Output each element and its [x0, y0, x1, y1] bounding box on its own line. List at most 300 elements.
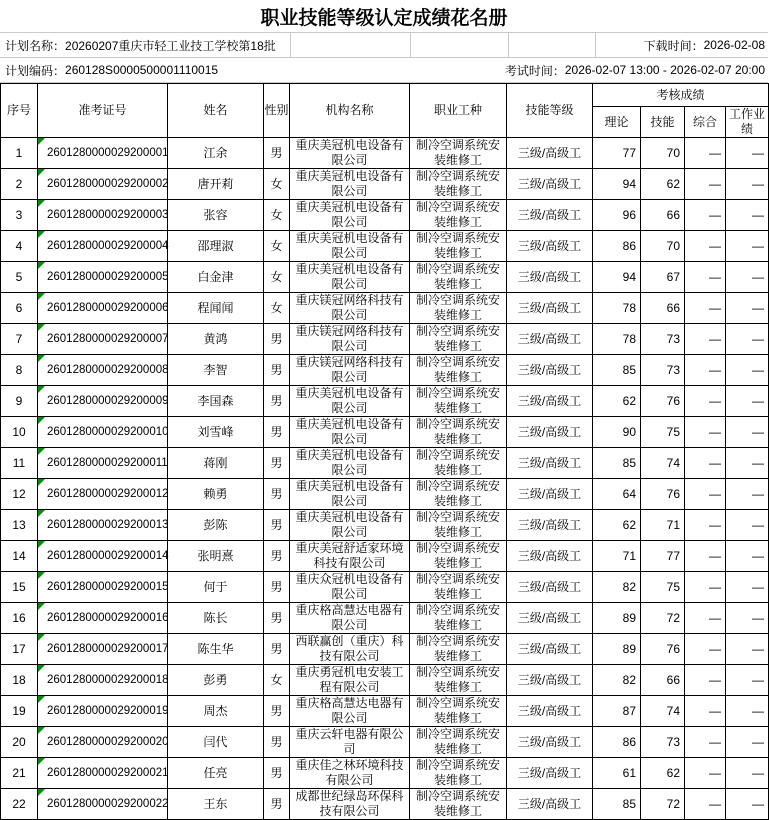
skill-score-cell[interactable]	[641, 572, 685, 603]
name-cell[interactable]	[168, 510, 264, 541]
ticket-cell-text: 2601280000029200022	[47, 797, 169, 810]
name-cell[interactable]	[168, 665, 264, 696]
gender-cell[interactable]	[264, 355, 290, 386]
name-cell[interactable]	[168, 727, 264, 758]
work-score-cell[interactable]	[726, 696, 769, 727]
index-cell[interactable]	[1, 200, 38, 231]
comprehensive-score-cell[interactable]	[685, 448, 726, 479]
theory-score-cell[interactable]	[593, 572, 641, 603]
skill-score-cell-text: 73	[666, 734, 680, 749]
work-score-cell[interactable]	[726, 634, 769, 665]
header-gender[interactable]: 性别	[264, 84, 290, 138]
index-cell[interactable]	[1, 324, 38, 355]
level-cell[interactable]	[507, 293, 593, 324]
theory-score-cell[interactable]	[593, 231, 641, 262]
theory-score-cell[interactable]	[593, 603, 641, 634]
work-score-cell[interactable]	[726, 603, 769, 634]
gender-cell[interactable]	[264, 324, 290, 355]
comprehensive-score-cell[interactable]	[685, 231, 726, 262]
ticket-cell[interactable]	[38, 200, 168, 231]
level-cell[interactable]	[507, 200, 593, 231]
index-cell[interactable]	[1, 603, 38, 634]
skill-score-cell[interactable]	[641, 727, 685, 758]
ticket-cell[interactable]	[38, 355, 168, 386]
level-cell[interactable]	[507, 634, 593, 665]
header-index[interactable]: 序号	[1, 84, 38, 138]
name-cell[interactable]	[168, 541, 264, 572]
skill-score-cell[interactable]	[641, 448, 685, 479]
work-score-cell[interactable]	[726, 727, 769, 758]
comprehensive-score-cell[interactable]	[685, 696, 726, 727]
theory-score-cell[interactable]	[593, 758, 641, 789]
ticket-cell[interactable]	[38, 603, 168, 634]
comprehensive-score-cell-text: —	[709, 424, 721, 439]
name-cell[interactable]	[168, 758, 264, 789]
ticket-cell[interactable]	[38, 169, 168, 200]
skill-score-cell[interactable]	[641, 417, 685, 448]
level-cell[interactable]	[507, 417, 593, 448]
index-cell[interactable]	[1, 634, 38, 665]
occupation-cell[interactable]	[410, 138, 507, 169]
gender-cell[interactable]	[264, 262, 290, 293]
work-score-cell[interactable]	[726, 324, 769, 355]
skill-score-cell[interactable]	[641, 324, 685, 355]
ticket-cell[interactable]	[38, 541, 168, 572]
gender-cell[interactable]	[264, 634, 290, 665]
name-cell-text: 程闻闻	[197, 300, 234, 315]
work-score-cell[interactable]	[726, 758, 769, 789]
theory-score-cell[interactable]	[593, 355, 641, 386]
org-cell[interactable]	[290, 603, 410, 634]
skill-score-cell[interactable]	[641, 696, 685, 727]
skill-score-cell[interactable]	[641, 665, 685, 696]
level-cell[interactable]	[507, 665, 593, 696]
occupation-cell[interactable]	[410, 696, 507, 727]
work-score-cell[interactable]	[726, 200, 769, 231]
theory-score-cell[interactable]	[593, 169, 641, 200]
work-score-cell[interactable]	[726, 293, 769, 324]
level-cell[interactable]	[507, 727, 593, 758]
org-cell[interactable]	[290, 324, 410, 355]
gender-cell[interactable]	[264, 169, 290, 200]
level-cell-text: 三级/高级工	[517, 796, 582, 811]
occupation-cell[interactable]	[410, 231, 507, 262]
index-cell[interactable]	[1, 448, 38, 479]
level-cell[interactable]	[507, 231, 593, 262]
occupation-cell-text: 制冷空调系统安装维修工	[415, 696, 500, 725]
skill-score-cell[interactable]	[641, 510, 685, 541]
index-cell[interactable]	[1, 789, 38, 820]
org-cell[interactable]	[290, 138, 410, 169]
header-org[interactable]: 机构名称	[290, 84, 410, 138]
theory-score-cell[interactable]	[593, 386, 641, 417]
work-score-cell[interactable]	[726, 169, 769, 200]
occupation-cell[interactable]	[410, 324, 507, 355]
comprehensive-score-cell[interactable]	[685, 634, 726, 665]
index-cell[interactable]	[1, 138, 38, 169]
index-cell-text: 22	[12, 796, 26, 811]
occupation-cell[interactable]	[410, 758, 507, 789]
level-cell[interactable]	[507, 789, 593, 820]
occupation-cell-text: 制冷空调系统安装维修工	[415, 386, 500, 415]
level-cell[interactable]	[507, 355, 593, 386]
skill-score-cell[interactable]	[641, 789, 685, 820]
index-cell[interactable]	[1, 417, 38, 448]
error-flag-icon	[38, 479, 45, 486]
comprehensive-score-cell[interactable]	[685, 603, 726, 634]
ticket-cell[interactable]	[38, 262, 168, 293]
index-cell[interactable]	[1, 169, 38, 200]
header-ticket[interactable]: 准考证号	[38, 84, 168, 138]
download-time-value: 2026-02-08	[703, 38, 765, 52]
level-cell[interactable]	[507, 541, 593, 572]
gender-cell[interactable]	[264, 572, 290, 603]
ticket-cell[interactable]	[38, 479, 168, 510]
index-cell[interactable]	[1, 355, 38, 386]
ticket-cell[interactable]	[38, 634, 168, 665]
theory-score-cell[interactable]	[593, 541, 641, 572]
skill-score-cell[interactable]	[641, 386, 685, 417]
plan-code-cell[interactable]	[0, 58, 505, 82]
org-cell[interactable]	[290, 448, 410, 479]
work-score-cell[interactable]	[726, 448, 769, 479]
work-score-cell[interactable]	[726, 417, 769, 448]
header-occupation[interactable]: 职业工种	[410, 84, 507, 138]
theory-score-cell[interactable]	[593, 138, 641, 169]
name-cell[interactable]	[168, 417, 264, 448]
ticket-cell[interactable]	[38, 727, 168, 758]
name-cell[interactable]	[168, 789, 264, 820]
name-cell[interactable]	[168, 138, 264, 169]
occupation-cell[interactable]	[410, 510, 507, 541]
org-cell-text: 重庆美冠机电设备有限公司	[295, 231, 404, 260]
comprehensive-score-cell[interactable]	[685, 386, 726, 417]
theory-score-cell[interactable]	[593, 448, 641, 479]
index-cell[interactable]	[1, 386, 38, 417]
level-cell[interactable]	[507, 479, 593, 510]
level-cell[interactable]	[507, 603, 593, 634]
index-cell-text: 2	[15, 176, 23, 191]
name-cell[interactable]	[168, 696, 264, 727]
header-name[interactable]: 姓名	[168, 84, 264, 138]
ticket-cell[interactable]	[38, 138, 168, 169]
level-cell[interactable]	[507, 572, 593, 603]
occupation-cell[interactable]	[410, 727, 507, 758]
occupation-cell[interactable]	[410, 603, 507, 634]
level-cell[interactable]	[507, 758, 593, 789]
org-cell[interactable]	[290, 665, 410, 696]
comprehensive-score-cell[interactable]	[685, 293, 726, 324]
index-cell[interactable]	[1, 758, 38, 789]
ticket-cell[interactable]	[38, 665, 168, 696]
index-cell-text: 12	[12, 486, 26, 501]
comprehensive-score-cell[interactable]	[685, 758, 726, 789]
org-cell[interactable]	[290, 231, 410, 262]
org-cell[interactable]	[290, 541, 410, 572]
gender-cell[interactable]	[264, 696, 290, 727]
index-cell[interactable]	[1, 727, 38, 758]
ticket-cell[interactable]	[38, 386, 168, 417]
comprehensive-score-cell[interactable]	[685, 665, 726, 696]
ticket-cell[interactable]	[38, 324, 168, 355]
comprehensive-score-cell-text: —	[709, 238, 721, 253]
org-cell[interactable]	[290, 510, 410, 541]
theory-score-cell[interactable]	[593, 479, 641, 510]
comprehensive-score-cell[interactable]	[685, 541, 726, 572]
org-cell[interactable]	[290, 200, 410, 231]
comprehensive-score-cell[interactable]	[685, 355, 726, 386]
org-cell[interactable]	[290, 169, 410, 200]
gender-cell[interactable]	[264, 510, 290, 541]
theory-score-cell[interactable]	[593, 200, 641, 231]
skill-score-cell[interactable]	[641, 138, 685, 169]
comprehensive-score-cell[interactable]	[685, 324, 726, 355]
gender-cell[interactable]	[264, 541, 290, 572]
comprehensive-score-cell[interactable]	[685, 200, 726, 231]
comprehensive-score-cell[interactable]	[685, 262, 726, 293]
table-row	[1, 231, 769, 262]
name-cell[interactable]	[168, 169, 264, 200]
occupation-cell[interactable]	[410, 417, 507, 448]
occupation-cell[interactable]	[410, 448, 507, 479]
empty-cell[interactable]	[290, 33, 410, 57]
theory-score-cell[interactable]	[593, 417, 641, 448]
ticket-cell[interactable]	[38, 510, 168, 541]
work-score-cell[interactable]	[726, 789, 769, 820]
skill-score-cell[interactable]	[641, 541, 685, 572]
table-row	[1, 510, 769, 541]
occupation-cell[interactable]	[410, 355, 507, 386]
gender-cell[interactable]	[264, 603, 290, 634]
name-cell-text: 张容	[203, 207, 228, 222]
gender-cell-text: 男	[270, 362, 283, 377]
header-theory[interactable]: 理论	[593, 107, 641, 138]
gender-cell-text: 男	[270, 145, 283, 160]
name-cell[interactable]	[168, 386, 264, 417]
gender-cell[interactable]	[264, 200, 290, 231]
theory-score-cell[interactable]	[593, 293, 641, 324]
work-score-cell-text: —	[752, 672, 765, 687]
index-cell[interactable]	[1, 479, 38, 510]
skill-score-cell-text: 76	[666, 393, 680, 408]
level-cell[interactable]	[507, 510, 593, 541]
comprehensive-score-cell[interactable]	[685, 510, 726, 541]
header-comprehensive[interactable]: 综合	[685, 107, 726, 138]
comprehensive-score-cell[interactable]	[685, 789, 726, 820]
theory-score-cell[interactable]	[593, 510, 641, 541]
level-cell[interactable]	[507, 696, 593, 727]
gender-cell[interactable]	[264, 727, 290, 758]
name-cell-text: 周杰	[203, 703, 228, 718]
org-cell[interactable]	[290, 479, 410, 510]
org-cell[interactable]	[290, 386, 410, 417]
work-score-cell-text: —	[752, 269, 765, 284]
work-score-cell[interactable]	[726, 138, 769, 169]
theory-score-cell[interactable]	[593, 665, 641, 696]
exam-time-cell[interactable]	[505, 58, 768, 82]
occupation-cell[interactable]	[410, 262, 507, 293]
occupation-cell-text: 制冷空调系统安装维修工	[415, 293, 500, 322]
name-cell[interactable]	[168, 634, 264, 665]
gender-cell[interactable]	[264, 293, 290, 324]
level-cell-text: 三级/高级工	[517, 610, 582, 625]
index-cell[interactable]	[1, 262, 38, 293]
theory-score-cell[interactable]	[593, 727, 641, 758]
org-cell[interactable]	[290, 789, 410, 820]
level-cell-text: 三级/高级工	[517, 734, 582, 749]
index-cell[interactable]	[1, 665, 38, 696]
org-cell[interactable]	[290, 572, 410, 603]
ticket-cell[interactable]	[38, 789, 168, 820]
gender-cell[interactable]	[264, 479, 290, 510]
org-cell[interactable]	[290, 262, 410, 293]
comprehensive-score-cell[interactable]	[685, 572, 726, 603]
org-cell[interactable]	[290, 634, 410, 665]
index-cell[interactable]	[1, 696, 38, 727]
gender-cell[interactable]	[264, 665, 290, 696]
level-cell[interactable]	[507, 138, 593, 169]
comprehensive-score-cell[interactable]	[685, 138, 726, 169]
theory-score-cell[interactable]	[593, 262, 641, 293]
gender-cell[interactable]	[264, 138, 290, 169]
occupation-cell[interactable]	[410, 789, 507, 820]
empty-cell[interactable]	[508, 33, 595, 57]
occupation-cell[interactable]	[410, 386, 507, 417]
org-cell[interactable]	[290, 355, 410, 386]
index-cell[interactable]	[1, 510, 38, 541]
gender-cell[interactable]	[264, 448, 290, 479]
ticket-cell[interactable]	[38, 758, 168, 789]
index-cell[interactable]	[1, 572, 38, 603]
level-cell-text: 三级/高级工	[517, 393, 582, 408]
occupation-cell[interactable]	[410, 572, 507, 603]
index-cell-text: 21	[12, 765, 26, 780]
theory-score-cell[interactable]	[593, 789, 641, 820]
index-cell[interactable]	[1, 541, 38, 572]
work-score-cell[interactable]	[726, 386, 769, 417]
header-work-performance[interactable]: 工作业绩	[726, 107, 769, 138]
name-cell-text: 陈长	[203, 610, 228, 625]
ticket-cell[interactable]	[38, 293, 168, 324]
occupation-cell[interactable]	[410, 200, 507, 231]
level-cell[interactable]	[507, 386, 593, 417]
ticket-cell[interactable]	[38, 696, 168, 727]
index-cell[interactable]	[1, 231, 38, 262]
name-cell-text: 张明熹	[197, 548, 234, 563]
skill-score-cell[interactable]	[641, 603, 685, 634]
header-scores-group[interactable]: 考核成绩	[593, 84, 769, 107]
name-cell[interactable]	[168, 603, 264, 634]
error-flag-icon	[38, 665, 45, 672]
skill-score-cell[interactable]	[641, 293, 685, 324]
occupation-cell[interactable]	[410, 169, 507, 200]
ticket-cell[interactable]	[38, 231, 168, 262]
occupation-cell[interactable]	[410, 665, 507, 696]
work-score-cell[interactable]	[726, 231, 769, 262]
work-score-cell[interactable]	[726, 262, 769, 293]
name-cell[interactable]	[168, 293, 264, 324]
comprehensive-score-cell[interactable]	[685, 417, 726, 448]
skill-score-cell-text: 62	[666, 765, 680, 780]
name-cell[interactable]	[168, 479, 264, 510]
header-skill[interactable]: 技能	[641, 107, 685, 138]
work-score-cell[interactable]	[726, 479, 769, 510]
occupation-cell[interactable]	[410, 634, 507, 665]
work-score-cell[interactable]	[726, 572, 769, 603]
org-cell[interactable]	[290, 696, 410, 727]
name-cell[interactable]	[168, 448, 264, 479]
download-time-cell[interactable]	[595, 33, 768, 57]
index-cell[interactable]	[1, 293, 38, 324]
org-cell[interactable]	[290, 758, 410, 789]
ticket-cell-text: 2601280000029200017	[47, 642, 169, 655]
table-row	[1, 541, 769, 572]
gender-cell[interactable]	[264, 789, 290, 820]
theory-score-cell[interactable]	[593, 324, 641, 355]
skill-score-cell[interactable]	[641, 231, 685, 262]
level-cell[interactable]	[507, 448, 593, 479]
comprehensive-score-cell[interactable]	[685, 727, 726, 758]
skill-score-cell[interactable]	[641, 634, 685, 665]
occupation-cell[interactable]	[410, 541, 507, 572]
theory-score-cell[interactable]	[593, 634, 641, 665]
org-cell[interactable]	[290, 293, 410, 324]
skill-score-cell[interactable]	[641, 479, 685, 510]
skill-score-cell[interactable]	[641, 758, 685, 789]
work-score-cell[interactable]	[726, 541, 769, 572]
ticket-cell-text: 2601280000029200008	[47, 363, 169, 376]
level-cell[interactable]	[507, 324, 593, 355]
org-cell[interactable]	[290, 727, 410, 758]
header-level[interactable]: 技能等级	[507, 84, 593, 138]
comprehensive-score-cell[interactable]	[685, 479, 726, 510]
name-cell[interactable]	[168, 262, 264, 293]
gender-cell[interactable]	[264, 758, 290, 789]
work-score-cell[interactable]	[726, 355, 769, 386]
ticket-cell-text: 2601280000029200001	[47, 146, 169, 159]
skill-score-cell[interactable]	[641, 262, 685, 293]
name-cell[interactable]	[168, 572, 264, 603]
work-score-cell[interactable]	[726, 665, 769, 696]
gender-cell[interactable]	[264, 417, 290, 448]
level-cell[interactable]	[507, 169, 593, 200]
gender-cell[interactable]	[264, 386, 290, 417]
occupation-cell[interactable]	[410, 293, 507, 324]
ticket-cell[interactable]	[38, 417, 168, 448]
plan-name-cell[interactable]	[0, 33, 290, 57]
name-cell[interactable]	[168, 324, 264, 355]
ticket-cell[interactable]	[38, 572, 168, 603]
error-flag-icon	[38, 231, 45, 238]
comprehensive-score-cell[interactable]	[685, 169, 726, 200]
skill-score-cell[interactable]	[641, 169, 685, 200]
error-flag-icon	[38, 541, 45, 548]
org-cell[interactable]	[290, 417, 410, 448]
gender-cell[interactable]	[264, 231, 290, 262]
level-cell[interactable]	[507, 262, 593, 293]
table-row	[1, 417, 769, 448]
empty-cell[interactable]	[410, 33, 508, 57]
occupation-cell[interactable]	[410, 479, 507, 510]
skill-score-cell[interactable]	[641, 355, 685, 386]
theory-score-cell[interactable]	[593, 696, 641, 727]
work-score-cell[interactable]	[726, 510, 769, 541]
name-cell[interactable]	[168, 355, 264, 386]
name-cell[interactable]	[168, 200, 264, 231]
name-cell[interactable]	[168, 231, 264, 262]
ticket-cell[interactable]	[38, 448, 168, 479]
skill-score-cell[interactable]	[641, 200, 685, 231]
